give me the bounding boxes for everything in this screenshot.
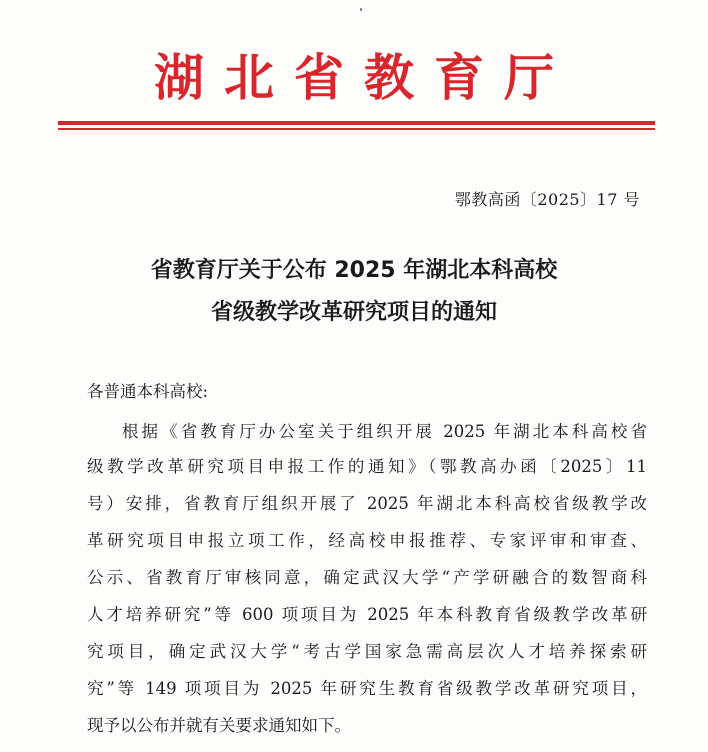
body-line: 人才培养研究”等 600 项项目为 2025 年本科教育省级教学改革研 — [87, 605, 647, 624]
body-line: 究项目，确定武汉大学“考古学国家急需高层次人才培养探索研 — [87, 642, 647, 661]
salutation: 各普通本科高校: — [87, 382, 209, 401]
body-line: 究”等 149 项项目为 2025 年研究生教育省级教学改革研究项目， — [87, 679, 647, 698]
letterhead-rule-thin — [58, 128, 655, 130]
title-line-1: 省教育厅关于公布 2025 年湖北本科高校 — [150, 258, 558, 283]
body-line: 革研究项目申报立项工作，经高校申报推荐、专家评审和审查、 — [87, 531, 647, 550]
body-line: 号）安排，省教育厅组织开展了 2025 年湖北本科高校省级教学改 — [87, 494, 647, 513]
scan-speck — [360, 8, 362, 11]
document-number: 鄂教高函〔2025〕17 号 — [454, 190, 640, 209]
letterhead-rule-thick — [58, 121, 655, 125]
document-title — [0, 250, 708, 334]
body-line: 级教学改革研究项目申报工作的通知》（鄂教高办函〔2025〕11 — [87, 457, 647, 476]
letterhead-title: 湖北省教育厅 — [154, 48, 574, 107]
body-line: 公示、省教育厅审核同意，确定武汉大学“产学研融合的数智商科 — [87, 568, 647, 587]
title-line-2: 省级教学改革研究项目的通知 — [210, 300, 497, 325]
body-line: 现予以公布并就有关要求通知如下。 — [87, 716, 351, 735]
body-line: 根据《省教育厅办公室关于组织开展 2025 年湖北本科高校省 — [122, 422, 647, 441]
